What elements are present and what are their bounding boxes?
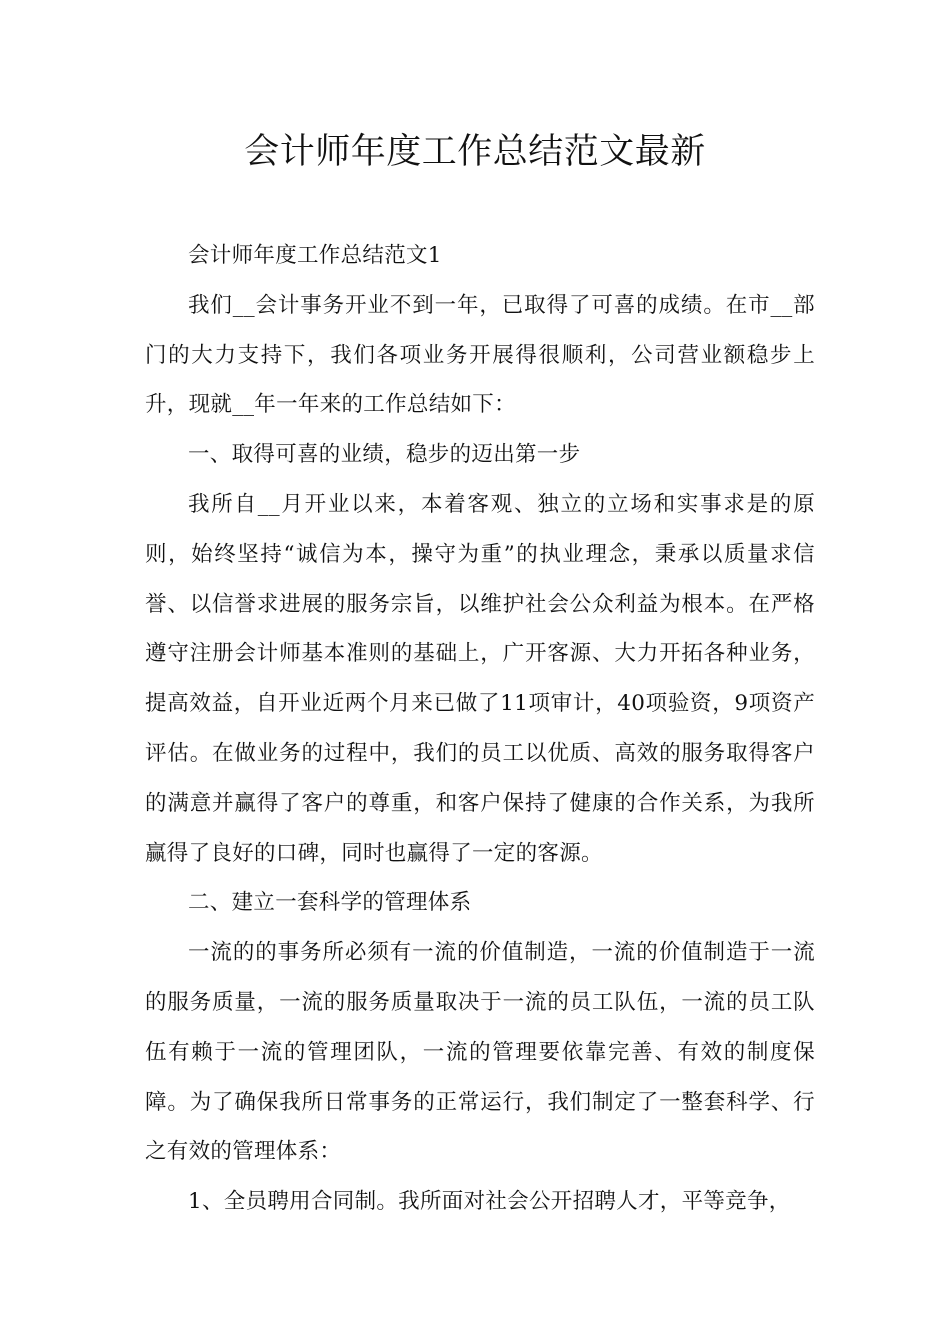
- paragraph: 1、全员聘用合同制。我所面对社会公开招聘人才，平等竞争，: [188, 1189, 791, 1215]
- section-heading: 一、取得可喜的业绩，稳步的迈出第一步: [188, 442, 581, 468]
- document-body: [145, 231, 815, 1227]
- paragraph: 我所自__月开业以来，本着客观、独立的立场和实事求是的原则，始终坚持“诚信为本，操守为重”的执业理念，秉承以质量求信誉、以信誉求进展的服务宗旨，以维护社会公众利益为根本。在严格遵守注册会计师基本准则的基础上，广开客源、大力开拓各种业务，提高效益，自开业近两个月来已做了11项审计，40项验资，9项资产评估。在做业务的过程中，我们的员工以优质、高效的服务取得客户的满意并赢得了客户的尊重，和客户保持了健康的合作关系，为我所赢得了良好的口碑，同时也赢得了一定的客源。: [145, 491, 815, 866]
- paragraph: 一流的的事务所必须有一流的价值制造，一流的价值制造于一流的服务质量，一流的服务质量取决于一流的员工队伍，一流的员工队伍有赖于一流的管理团队，一流的管理要依靠完善、有效的制度保障。为了确保我所日常事务的正常运行，我们制定了一整套科学、行之有效的管理体系：: [145, 940, 815, 1165]
- document-title: 会计师年度工作总结范文最新: [244, 132, 706, 172]
- paragraph: 我们__会计事务开业不到一年，已取得了可喜的成绩。在市__部门的大力支持下，我们各项业务开展得很顺利，公司营业额稳步上升，现就__年一年来的工作总结如下：: [145, 292, 815, 418]
- section-heading: 二、建立一套科学的管理体系: [188, 890, 472, 916]
- section-heading: 会计师年度工作总结范文1: [188, 243, 442, 268]
